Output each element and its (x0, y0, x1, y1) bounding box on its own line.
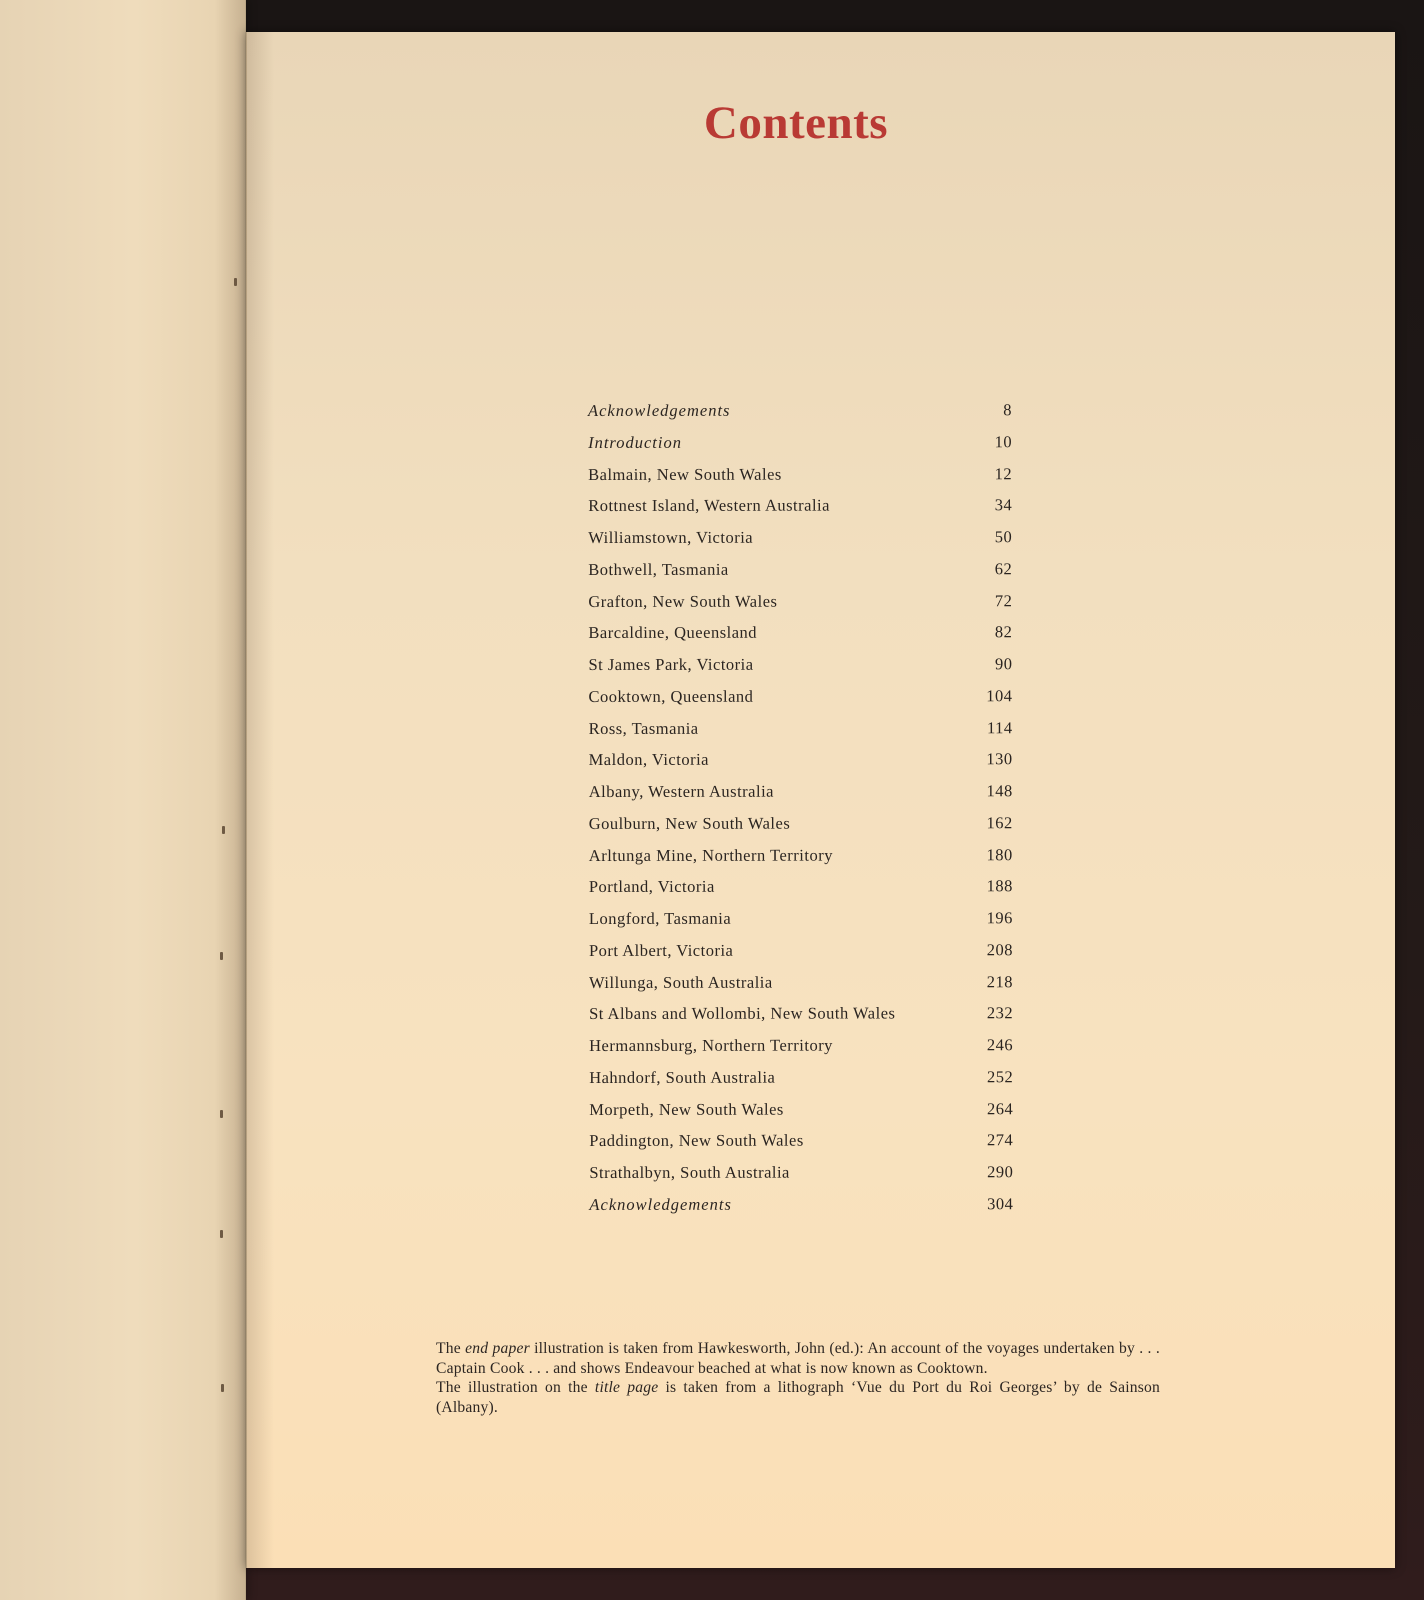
toc-entry-title: Introduction (588, 432, 682, 452)
toc-entry-page-number: 130 (986, 749, 1013, 769)
page-gutter-shadow (246, 32, 274, 1568)
toc-entry (580, 400, 1012, 433)
toc-entry (581, 718, 1013, 751)
toc-entry-title: Longford, Tasmania (588, 908, 732, 928)
toc-entry (580, 559, 1012, 592)
table-of-contents (580, 400, 1013, 1226)
toc-entry-page-number: 208 (986, 939, 1013, 960)
toc-entry-page-number: 304 (987, 1193, 1014, 1214)
toc-entry-title: Hahndorf, South Australia (589, 1067, 776, 1087)
toc-entry-title: Hermannsburg, Northern Territory (589, 1035, 833, 1055)
binding-mark (222, 826, 225, 834)
toc-entry-title: Willunga, South Australia (588, 972, 773, 992)
toc-entry-page-number: 274 (987, 1130, 1014, 1150)
page-title: Contents (703, 97, 889, 149)
toc-entry (581, 845, 1013, 878)
toc-entry-title: Port Albert, Victoria (588, 940, 734, 960)
toc-entry-title: Acknowledgements (589, 1194, 732, 1214)
toc-entry (580, 495, 1012, 528)
toc-entry (581, 781, 1013, 814)
toc-entry (581, 1035, 1013, 1068)
note-emphasis: end paper (465, 1340, 530, 1357)
toc-entry (580, 686, 1012, 719)
toc-entry (580, 654, 1012, 687)
toc-entry-title: Barcaldine, Queensland (588, 622, 758, 643)
toc-entry-page-number: 90 (994, 654, 1013, 674)
toc-entry (581, 1099, 1013, 1132)
toc-entry-title: Arltunga Mine, Northern Territory (588, 845, 833, 865)
toc-entry-page-number: 232 (986, 1003, 1014, 1023)
toc-entry-title: Balmain, New South Wales (588, 464, 782, 484)
toc-entry-page-number: 246 (986, 1035, 1014, 1055)
toc-entry-title: Albany, Western Australia (588, 781, 775, 801)
note-text: illustration is taken from Hawkesworth, John (ed.): An account of the voyages undertaken by . . . Captain Cook . . . and shows Endeavour beached at what is now known as Cooktown. (436, 1340, 1160, 1377)
note-emphasis: title page (594, 1379, 659, 1396)
toc-entry (580, 591, 1012, 624)
toc-entry (580, 464, 1012, 497)
toc-entry-page-number: 82 (994, 622, 1013, 642)
toc-entry-page-number: 10 (994, 431, 1013, 452)
binding-mark (220, 952, 223, 960)
toc-entry-page-number: 8 (1003, 400, 1013, 420)
left-page-shadow (214, 0, 245, 1600)
left-page (0, 0, 246, 1600)
toc-entry (581, 1130, 1013, 1163)
toc-entry-title: Portland, Victoria (588, 877, 715, 897)
toc-entry (581, 940, 1013, 973)
toc-entry-title: St James Park, Victoria (588, 654, 754, 674)
end-paper-note (436, 1339, 1160, 1378)
toc-entry-page-number: 196 (986, 908, 1013, 928)
toc-entry-page-number: 104 (986, 685, 1013, 706)
toc-entry-title: Goulburn, New South Wales (588, 813, 791, 833)
toc-entry (580, 527, 1012, 560)
toc-entry (581, 749, 1013, 782)
toc-entry-page-number: 218 (986, 971, 1014, 991)
toc-entry (580, 432, 1012, 465)
binding-mark (234, 278, 237, 286)
toc-entry-page-number: 12 (994, 463, 1013, 483)
toc-entry-page-number: 148 (986, 781, 1013, 801)
toc-entry-title: Maldon, Victoria (588, 750, 710, 770)
toc-entry (581, 908, 1013, 941)
toc-entry-title: Grafton, New South Wales (588, 591, 778, 611)
toc-entry (581, 813, 1013, 846)
toc-entry-page-number: 50 (994, 527, 1013, 547)
toc-entry (581, 1194, 1013, 1227)
toc-entry (581, 876, 1013, 909)
toc-entry (581, 1067, 1013, 1100)
toc-entry (580, 622, 1012, 655)
toc-entry-page-number: 180 (986, 844, 1013, 864)
toc-entry-page-number: 62 (994, 558, 1013, 579)
toc-entry-page-number: 264 (986, 1098, 1014, 1118)
binding-mark (220, 1230, 223, 1238)
toc-entry-title: Strathalbyn, South Australia (589, 1162, 790, 1182)
note-text: is taken from a lithograph ‘Vue du Port du Roi Georges’ by de Sainson (Albany). (436, 1379, 1160, 1416)
toc-entry-title: Bothwell, Tasmania (588, 559, 729, 579)
toc-entry-title: Ross, Tasmania (588, 718, 699, 738)
note-text: The illustration on the (436, 1379, 595, 1396)
toc-entry-title: St Albans and Wollombi, New South Wales (589, 1003, 896, 1024)
illustration-note (436, 1339, 1160, 1417)
toc-entry-page-number: 188 (986, 876, 1013, 896)
toc-entry-title: Cooktown, Queensland (588, 686, 754, 706)
toc-entry-page-number: 252 (986, 1066, 1014, 1087)
toc-entry-title: Paddington, New South Wales (589, 1130, 804, 1151)
toc-entry-title: Morpeth, New South Wales (589, 1099, 784, 1119)
binding-mark (221, 1384, 224, 1392)
toc-entry-title: Acknowledgements (588, 400, 731, 420)
toc-entry (581, 972, 1013, 1005)
toc-entry-page-number: 114 (986, 717, 1013, 737)
toc-entry-page-number: 34 (994, 495, 1013, 515)
toc-entry-title: Rottnest Island, Western Australia (588, 495, 830, 516)
note-text: The (436, 1340, 466, 1357)
toc-entry (581, 1003, 1013, 1036)
binding-mark (220, 1110, 223, 1118)
toc-entry (581, 1162, 1013, 1195)
toc-entry-page-number: 290 (987, 1162, 1014, 1182)
title-page-note (436, 1378, 1160, 1417)
toc-entry-page-number: 72 (994, 590, 1013, 610)
toc-entry-title: Williamstown, Victoria (588, 527, 754, 547)
toc-entry-page-number: 162 (986, 812, 1013, 833)
